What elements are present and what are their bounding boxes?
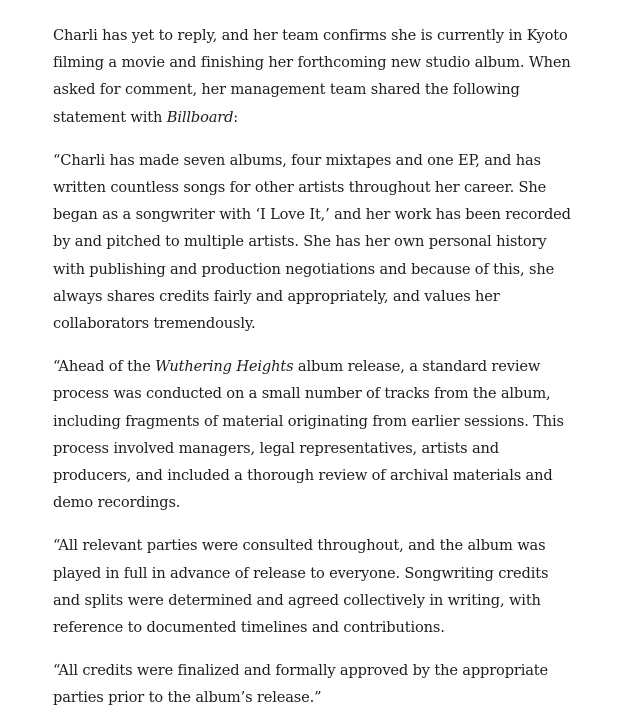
article-body bbox=[53, 22, 578, 728]
publication-name: Billboard bbox=[166, 108, 234, 126]
paragraph-quote-consultation bbox=[53, 532, 578, 641]
paragraph-intro bbox=[53, 22, 578, 131]
text-segment: “All credits were finalized and formally approved by the appropriate parties prior to the album’s release.” bbox=[53, 662, 548, 707]
text-segment: album release, a standard review process was conducted on a small number of tracks from the album, including fragments of material originating from earlier sessions. This process involved managers, legal representatives, artists and producers, and included a thorough review of archival materials and demo recordings. bbox=[53, 358, 564, 512]
album-title: Wuthering Heights bbox=[155, 358, 294, 376]
text-segment: “Ahead of the bbox=[53, 358, 156, 376]
text-segment: “Charli has made seven albums, four mixtapes and one EP, and has written countless songs for other artists throughout her career. She began as a songwriter with ‘I Love It,’ and her work has been recorded by and pitched to multiple artists. She has her own personal history with publishing and production negotiations and because of this, she always shares credits fairly and appropriately, and values her collaborators tremendously. bbox=[53, 151, 571, 333]
text-segment: “All relevant parties were consulted throughout, and the album was played in full in advance of release to everyone. Songwriting credits and splits were determined and agreed collectively in writing, with reference to documented timelines and contributions. bbox=[53, 537, 549, 637]
text-segment: Charli has yet to reply, and her team confirms she is currently in Kyoto filming a movie and finishing her forthcoming new studio album. When asked for comment, her management team shared the following statement with bbox=[53, 27, 571, 126]
paragraph-quote-approval bbox=[53, 657, 578, 711]
paragraph-quote-career bbox=[53, 147, 578, 337]
text-segment: : bbox=[233, 108, 239, 126]
paragraph-quote-review-process bbox=[53, 353, 578, 516]
